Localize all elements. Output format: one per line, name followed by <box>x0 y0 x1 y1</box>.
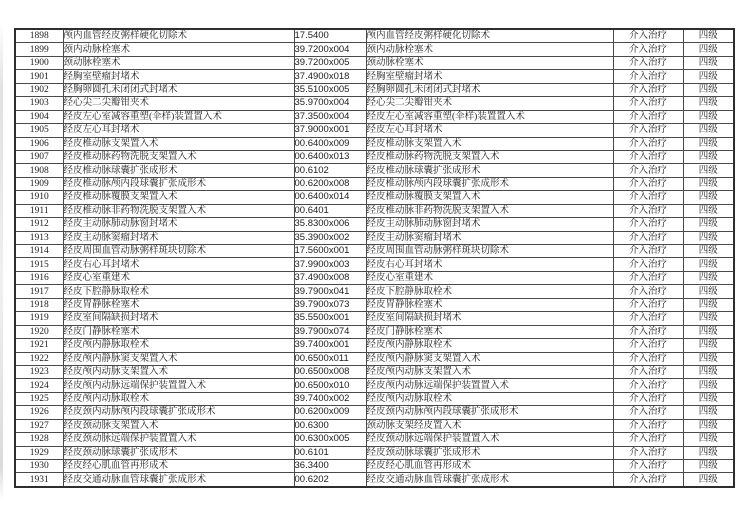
procedure-name-repeat-cell: 经皮椎动脉支架置入术 <box>366 137 613 150</box>
procedure-name-cell: 经皮椎动脉球囊扩张成形术 <box>63 164 294 177</box>
category-cell: 介入治疗 <box>613 285 683 298</box>
procedure-code-cell: 35.9700x004 <box>294 97 366 110</box>
procedure-code-cell: 36.3400 <box>294 460 366 473</box>
level-cell: 四级 <box>683 339 734 352</box>
procedure-name-cell: 经皮颈动脉球囊扩张成形术 <box>63 446 294 459</box>
category-cell: 介入治疗 <box>613 164 683 177</box>
table-row <box>15 339 734 352</box>
procedure-name-cell: 经皮周围血管动脉粥样斑块切除术 <box>63 245 294 258</box>
category-cell: 介入治疗 <box>613 150 683 163</box>
procedure-name-repeat-cell: 经皮颅内动脉远端保护装置置入术 <box>366 379 613 392</box>
procedure-code-cell: 35.3900x002 <box>294 231 366 244</box>
row-number-cell: 1930 <box>15 460 63 473</box>
table-row <box>15 473 734 487</box>
table-row <box>15 204 734 217</box>
level-cell: 四级 <box>683 446 734 459</box>
row-number-cell: 1923 <box>15 365 63 378</box>
table-row <box>15 245 734 258</box>
procedure-name-cell: 经皮交通动脉血管球囊扩张成形术 <box>63 473 294 487</box>
category-cell: 介入治疗 <box>613 177 683 190</box>
table-row <box>15 446 734 459</box>
row-number-cell: 1929 <box>15 446 63 459</box>
procedure-name-repeat-cell: 经胸卵圆孔未闭闭式封堵术 <box>366 83 613 96</box>
category-cell: 介入治疗 <box>613 97 683 110</box>
procedure-name-cell: 颈动脉栓塞术 <box>63 56 294 69</box>
procedure-name-repeat-cell: 经皮左心室减容重塑(伞样)装置置入术 <box>366 110 613 123</box>
procedure-name-cell: 经皮主动脉窦瘤封堵术 <box>63 231 294 244</box>
category-cell: 介入治疗 <box>613 433 683 446</box>
procedure-code-cell: 00.6101 <box>294 446 366 459</box>
procedure-name-repeat-cell: 经胸室壁瘤封堵术 <box>366 70 613 83</box>
row-number-cell: 1928 <box>15 433 63 446</box>
procedure-code-cell: 00.6300 <box>294 419 366 432</box>
procedure-table-body <box>15 29 734 487</box>
procedure-code-cell: 35.5100x005 <box>294 83 366 96</box>
category-cell: 介入治疗 <box>613 271 683 284</box>
category-cell: 介入治疗 <box>613 298 683 311</box>
row-number-cell: 1902 <box>15 83 63 96</box>
level-cell: 四级 <box>683 419 734 432</box>
procedure-name-repeat-cell: 经心尖二尖瓣钳夹术 <box>366 97 613 110</box>
category-cell: 介入治疗 <box>613 339 683 352</box>
procedure-name-cell: 经皮颅内静脉取栓术 <box>63 339 294 352</box>
level-cell: 四级 <box>683 164 734 177</box>
level-cell: 四级 <box>683 285 734 298</box>
procedure-name-cell: 经皮椎动脉非药物洗脱支架置入术 <box>63 204 294 217</box>
row-number-cell: 1908 <box>15 164 63 177</box>
procedure-code-cell: 00.6500x010 <box>294 379 366 392</box>
procedure-name-repeat-cell: 经皮颈内动脉颅内段球囊扩张成形术 <box>366 406 613 419</box>
level-cell: 四级 <box>683 245 734 258</box>
row-number-cell: 1915 <box>15 258 63 271</box>
level-cell: 四级 <box>683 379 734 392</box>
level-cell: 四级 <box>683 258 734 271</box>
procedure-name-repeat-cell: 经皮椎动脉非药物洗脱支架置入术 <box>366 204 613 217</box>
category-cell: 介入治疗 <box>613 379 683 392</box>
procedure-code-cell: 00.6400x013 <box>294 150 366 163</box>
table-row <box>15 285 734 298</box>
category-cell: 介入治疗 <box>613 245 683 258</box>
procedure-name-repeat-cell: 经皮主动脉肺动脉窗封堵术 <box>366 218 613 231</box>
procedure-code-cell: 00.6401 <box>294 204 366 217</box>
table-row <box>15 419 734 432</box>
row-number-cell: 1905 <box>15 124 63 137</box>
procedure-name-repeat-cell: 经皮椎动脉球囊扩张成形术 <box>366 164 613 177</box>
level-cell: 四级 <box>683 325 734 338</box>
table-row <box>15 150 734 163</box>
procedure-code-cell: 39.7900x073 <box>294 298 366 311</box>
level-cell: 四级 <box>683 298 734 311</box>
level-cell: 四级 <box>683 97 734 110</box>
category-cell: 介入治疗 <box>613 56 683 69</box>
level-cell: 四级 <box>683 433 734 446</box>
procedure-name-cell: 经心尖二尖瓣钳夹术 <box>63 97 294 110</box>
table-row <box>15 137 734 150</box>
procedure-code-cell: 35.8300x006 <box>294 218 366 231</box>
table-row <box>15 83 734 96</box>
procedure-name-cell: 经胸卵圆孔未闭闭式封堵术 <box>63 83 294 96</box>
category-cell: 介入治疗 <box>613 312 683 325</box>
category-cell: 介入治疗 <box>613 446 683 459</box>
procedure-name-repeat-cell: 经皮周围血管动脉粥样斑块切除术 <box>366 245 613 258</box>
procedure-code-cell: 00.6400x009 <box>294 137 366 150</box>
procedure-name-repeat-cell: 经皮下腔静脉取栓术 <box>366 285 613 298</box>
table-row <box>15 365 734 378</box>
table-row <box>15 271 734 284</box>
level-cell: 四级 <box>683 365 734 378</box>
level-cell: 四级 <box>683 110 734 123</box>
procedure-name-cell: 经皮椎动脉覆膜支架置入术 <box>63 191 294 204</box>
procedure-name-repeat-cell: 颈内动脉栓塞术 <box>366 43 613 56</box>
procedure-code-cell: 00.6200x009 <box>294 406 366 419</box>
table-row <box>15 43 734 56</box>
level-cell: 四级 <box>683 56 734 69</box>
row-number-cell: 1898 <box>15 29 63 43</box>
procedure-code-cell: 00.6300x005 <box>294 433 366 446</box>
level-cell: 四级 <box>683 137 734 150</box>
category-cell: 介入治疗 <box>613 204 683 217</box>
table-row <box>15 29 734 43</box>
table-row <box>15 177 734 190</box>
row-number-cell: 1906 <box>15 137 63 150</box>
category-cell: 介入治疗 <box>613 392 683 405</box>
level-cell: 四级 <box>683 177 734 190</box>
table-row <box>15 379 734 392</box>
table-row <box>15 97 734 110</box>
procedure-code-cell: 39.7900x074 <box>294 325 366 338</box>
procedure-name-repeat-cell: 经皮颈动脉球囊扩张成形术 <box>366 446 613 459</box>
category-cell: 介入治疗 <box>613 137 683 150</box>
row-number-cell: 1913 <box>15 231 63 244</box>
table-row <box>15 460 734 473</box>
level-cell: 四级 <box>683 29 734 43</box>
procedure-code-cell: 37.4900x008 <box>294 271 366 284</box>
row-number-cell: 1925 <box>15 392 63 405</box>
row-number-cell: 1911 <box>15 204 63 217</box>
table-row <box>15 392 734 405</box>
procedure-name-cell: 经皮颅内动脉支架置入术 <box>63 365 294 378</box>
procedure-name-repeat-cell: 经皮胃静脉栓塞术 <box>366 298 613 311</box>
category-cell: 介入治疗 <box>613 352 683 365</box>
procedure-code-cell: 37.9900x003 <box>294 258 366 271</box>
procedure-name-cell: 经皮室间隔缺损封堵术 <box>63 312 294 325</box>
procedure-name-cell: 经皮颈动脉支架置入术 <box>63 419 294 432</box>
category-cell: 介入治疗 <box>613 218 683 231</box>
procedure-name-repeat-cell: 经皮椎动脉覆膜支架置入术 <box>366 191 613 204</box>
table-row <box>15 218 734 231</box>
row-number-cell: 1907 <box>15 150 63 163</box>
procedure-name-repeat-cell: 经皮经心肌血管再形成术 <box>366 460 613 473</box>
category-cell: 介入治疗 <box>613 419 683 432</box>
level-cell: 四级 <box>683 218 734 231</box>
level-cell: 四级 <box>683 312 734 325</box>
procedure-name-repeat-cell: 经皮颅内静脉窦支架置入术 <box>366 352 613 365</box>
row-number-cell: 1900 <box>15 56 63 69</box>
row-number-cell: 1920 <box>15 325 63 338</box>
row-number-cell: 1926 <box>15 406 63 419</box>
procedure-code-cell: 37.9000x001 <box>294 124 366 137</box>
procedure-name-cell: 经皮颅内动脉远端保护装置置入术 <box>63 379 294 392</box>
procedure-code-cell: 37.3500x004 <box>294 110 366 123</box>
procedure-code-cell: 39.7200x005 <box>294 56 366 69</box>
procedure-name-repeat-cell: 颅内血管经皮粥样硬化切除术 <box>366 29 613 43</box>
procedure-name-repeat-cell: 经皮主动脉窦瘤封堵术 <box>366 231 613 244</box>
table-row <box>15 406 734 419</box>
row-number-cell: 1921 <box>15 339 63 352</box>
procedure-name-cell: 经皮颅内动脉取栓术 <box>63 392 294 405</box>
procedure-code-cell: 00.6500x011 <box>294 352 366 365</box>
row-number-cell: 1917 <box>15 285 63 298</box>
procedure-code-cell: 00.6202 <box>294 473 366 487</box>
procedure-code-cell: 37.4900x018 <box>294 70 366 83</box>
row-number-cell: 1903 <box>15 97 63 110</box>
procedure-name-repeat-cell: 经皮左心耳封堵术 <box>366 124 613 137</box>
table-row <box>15 352 734 365</box>
category-cell: 介入治疗 <box>613 473 683 487</box>
procedure-name-cell: 经皮椎动脉颅内段球囊扩张成形术 <box>63 177 294 190</box>
row-number-cell: 1931 <box>15 473 63 487</box>
level-cell: 四级 <box>683 124 734 137</box>
level-cell: 四级 <box>683 191 734 204</box>
procedure-table <box>14 28 735 488</box>
procedure-name-repeat-cell: 经皮颅内动脉取栓术 <box>366 392 613 405</box>
scan-edge-artifact <box>0 20 3 500</box>
level-cell: 四级 <box>683 392 734 405</box>
category-cell: 介入治疗 <box>613 406 683 419</box>
row-number-cell: 1899 <box>15 43 63 56</box>
level-cell: 四级 <box>683 83 734 96</box>
level-cell: 四级 <box>683 271 734 284</box>
category-cell: 介入治疗 <box>613 191 683 204</box>
procedure-code-cell: 17.5400 <box>294 29 366 43</box>
table-row <box>15 56 734 69</box>
procedure-name-cell: 经皮颈动脉远端保护装置置入术 <box>63 433 294 446</box>
procedure-code-cell: 17.5600x001 <box>294 245 366 258</box>
row-number-cell: 1922 <box>15 352 63 365</box>
row-number-cell: 1924 <box>15 379 63 392</box>
category-cell: 介入治疗 <box>613 460 683 473</box>
procedure-name-cell: 经皮下腔静脉取栓术 <box>63 285 294 298</box>
category-cell: 介入治疗 <box>613 325 683 338</box>
row-number-cell: 1909 <box>15 177 63 190</box>
procedure-name-cell: 经皮主动脉肺动脉窗封堵术 <box>63 218 294 231</box>
procedure-name-repeat-cell: 经皮心室重建术 <box>366 271 613 284</box>
level-cell: 四级 <box>683 473 734 487</box>
procedure-name-repeat-cell: 经皮颅内静脉取栓术 <box>366 339 613 352</box>
level-cell: 四级 <box>683 231 734 244</box>
level-cell: 四级 <box>683 406 734 419</box>
procedure-name-repeat-cell: 经皮颈动脉远端保护装置置入术 <box>366 433 613 446</box>
table-row <box>15 124 734 137</box>
table-row <box>15 298 734 311</box>
table-row <box>15 70 734 83</box>
procedure-name-repeat-cell: 经皮颅内动脉支架置入术 <box>366 365 613 378</box>
row-number-cell: 1910 <box>15 191 63 204</box>
procedure-code-cell: 39.7400x002 <box>294 392 366 405</box>
procedure-name-cell: 经皮右心耳封堵术 <box>63 258 294 271</box>
procedure-name-cell: 经皮左心耳封堵术 <box>63 124 294 137</box>
table-row <box>15 433 734 446</box>
procedure-name-repeat-cell: 经皮椎动脉药物洗脱支架置入术 <box>366 150 613 163</box>
procedure-code-cell: 35.5500x001 <box>294 312 366 325</box>
category-cell: 介入治疗 <box>613 231 683 244</box>
procedure-code-cell: 00.6102 <box>294 164 366 177</box>
procedure-name-cell: 经皮左心室减容重塑(伞样)装置置入术 <box>63 110 294 123</box>
procedure-name-repeat-cell: 经皮右心耳封堵术 <box>366 258 613 271</box>
procedure-code-cell: 39.7200x004 <box>294 43 366 56</box>
table-row <box>15 164 734 177</box>
procedure-name-cell: 经皮胃静脉栓塞术 <box>63 298 294 311</box>
row-number-cell: 1918 <box>15 298 63 311</box>
procedure-name-cell: 经皮经心肌血管再形成术 <box>63 460 294 473</box>
procedure-name-cell: 经皮颅内静脉窦支架置入术 <box>63 352 294 365</box>
category-cell: 介入治疗 <box>613 70 683 83</box>
procedure-code-cell: 00.6200x008 <box>294 177 366 190</box>
procedure-name-repeat-cell: 颈动脉支架经皮置入术 <box>366 419 613 432</box>
procedure-name-cell: 经皮门静脉栓塞术 <box>63 325 294 338</box>
level-cell: 四级 <box>683 43 734 56</box>
procedure-name-cell: 经皮椎动脉支架置入术 <box>63 137 294 150</box>
row-number-cell: 1901 <box>15 70 63 83</box>
procedure-name-cell: 经皮颈内动脉颅内段球囊扩张成形术 <box>63 406 294 419</box>
procedure-name-cell: 经皮心室重建术 <box>63 271 294 284</box>
level-cell: 四级 <box>683 150 734 163</box>
category-cell: 介入治疗 <box>613 258 683 271</box>
row-number-cell: 1916 <box>15 271 63 284</box>
category-cell: 介入治疗 <box>613 365 683 378</box>
procedure-name-cell: 颈内动脉栓塞术 <box>63 43 294 56</box>
table-row <box>15 231 734 244</box>
level-cell: 四级 <box>683 352 734 365</box>
category-cell: 介入治疗 <box>613 29 683 43</box>
procedure-code-cell: 00.6500x008 <box>294 365 366 378</box>
procedure-name-cell: 经胸室壁瘤封堵术 <box>63 70 294 83</box>
procedure-name-repeat-cell: 经皮椎动脉颅内段球囊扩张成形术 <box>366 177 613 190</box>
table-row <box>15 191 734 204</box>
category-cell: 介入治疗 <box>613 124 683 137</box>
category-cell: 介入治疗 <box>613 83 683 96</box>
row-number-cell: 1919 <box>15 312 63 325</box>
row-number-cell: 1927 <box>15 419 63 432</box>
procedure-name-cell: 经皮椎动脉药物洗脱支架置入术 <box>63 150 294 163</box>
category-cell: 介入治疗 <box>613 110 683 123</box>
table-row <box>15 110 734 123</box>
procedure-code-cell: 00.6400x014 <box>294 191 366 204</box>
table-row <box>15 312 734 325</box>
table-row <box>15 325 734 338</box>
level-cell: 四级 <box>683 460 734 473</box>
category-cell: 介入治疗 <box>613 43 683 56</box>
row-number-cell: 1904 <box>15 110 63 123</box>
row-number-cell: 1914 <box>15 245 63 258</box>
level-cell: 四级 <box>683 204 734 217</box>
procedure-code-cell: 39.7900x041 <box>294 285 366 298</box>
procedure-name-repeat-cell: 经皮交通动脉血管球囊扩张成形术 <box>366 473 613 487</box>
row-number-cell: 1912 <box>15 218 63 231</box>
procedure-code-cell: 39.7400x001 <box>294 339 366 352</box>
table-row <box>15 258 734 271</box>
procedure-name-repeat-cell: 经皮门静脉栓塞术 <box>366 325 613 338</box>
procedure-name-repeat-cell: 颈动脉栓塞术 <box>366 56 613 69</box>
level-cell: 四级 <box>683 70 734 83</box>
procedure-name-repeat-cell: 经皮室间隔缺损封堵术 <box>366 312 613 325</box>
procedure-name-cell: 颅内血管经皮粥样硬化切除术 <box>63 29 294 43</box>
